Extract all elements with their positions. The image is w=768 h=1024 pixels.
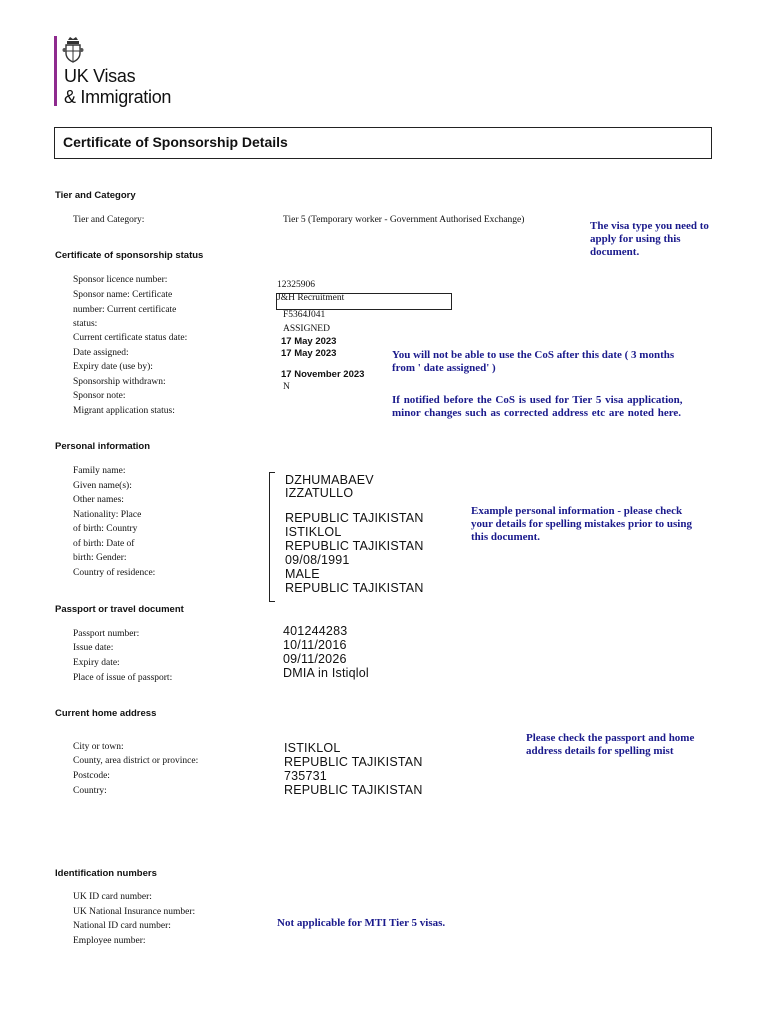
value-dob: 09/08/1991 <box>285 553 350 567</box>
label-postcode: Postcode: <box>73 771 110 781</box>
label-expiry: Expiry date (use by): <box>73 362 153 372</box>
label-ni-number: UK National Insurance number: <box>73 907 196 917</box>
value-withdrawn: N <box>283 382 290 392</box>
label-migrant-status: Migrant application status: <box>73 406 175 416</box>
label-passport-number: Passport number: <box>73 629 140 639</box>
label-country-of-birth: of birth: Date of <box>73 539 135 549</box>
value-city: ISTIKLOL <box>284 741 341 755</box>
label-cert-status: status: <box>73 319 98 329</box>
value-issue-date: 10/11/2016 <box>283 638 347 652</box>
value-sponsor-name: J&H Recruitment <box>277 293 345 303</box>
value-cert-status: ASSIGNED <box>283 324 330 334</box>
label-given-names: Given name(s): <box>73 481 132 491</box>
value-county: REPUBLIC TAJIKISTAN <box>284 755 423 769</box>
label-sponsor-note: Sponsor note: <box>73 391 126 401</box>
label-country-residence: Country of residence: <box>73 568 156 578</box>
section-address: Current home address <box>55 708 157 719</box>
label-issue-date: Issue date: <box>73 643 114 653</box>
value-passport-expiry: 09/11/2026 <box>283 652 347 666</box>
value-given-names: IZZATULLO <box>285 486 354 500</box>
value-country-of-birth: REPUBLIC TAJIKISTAN <box>285 539 424 553</box>
label-city: City or town: <box>73 742 124 752</box>
label-family-name: Family name: <box>73 466 126 476</box>
personal-bracket <box>269 472 275 602</box>
label-cert-number: number: Current certificate <box>73 305 177 315</box>
value-country: REPUBLIC TAJIKISTAN <box>284 783 423 797</box>
note-visa-type: The visa type you need to apply for using this document. <box>590 220 709 258</box>
label-place-of-birth: of birth: Country <box>73 524 138 534</box>
label-employee-number: Employee number: <box>73 936 146 946</box>
label-sponsor-name: Sponsor name: Certificate <box>73 290 173 300</box>
label-country: Country: <box>73 786 107 796</box>
value-postcode: 735731 <box>284 769 327 783</box>
label-uk-id: UK ID card number: <box>73 892 152 902</box>
value-country-residence: REPUBLIC TAJIKISTAN <box>285 581 424 595</box>
label-tier: Tier and Category: <box>73 215 145 225</box>
value-passport-number: 401244283 <box>283 624 348 638</box>
value-status-date: 17 May 2023 <box>281 336 337 347</box>
section-personal: Personal information <box>55 441 151 452</box>
note-address: Please check the passport and home address details for spelling mist <box>526 732 695 757</box>
brand-bar <box>54 36 57 106</box>
value-cert-number: F5364J041 <box>283 310 326 320</box>
note-identification: Not applicable for MTI Tier 5 visas. <box>277 917 446 929</box>
title-box <box>54 127 712 159</box>
label-status-date: Current certificate status date: <box>73 333 188 343</box>
label-place-issue: Place of issue of passport: <box>73 673 173 683</box>
value-place-of-birth: ISTIKLOL <box>285 525 342 539</box>
value-place-issue: DMIA in Istiqlol <box>283 666 369 680</box>
note-expiry: You will not be able to use the CoS after this date ( 3 months from ' date assigned' ) <box>392 349 675 374</box>
logo-line-1: UK Visas <box>64 66 136 86</box>
note-personal: Example personal information - please check your details for spelling mistakes prior to using this document. <box>471 505 692 543</box>
logo-line-2: & Immigration <box>64 87 172 107</box>
section-passport: Passport or travel document <box>55 604 184 615</box>
value-family-name: DZHUMABAEV <box>285 473 374 487</box>
label-nationality: Nationality: Place <box>73 510 142 520</box>
label-passport-expiry: Expiry date: <box>73 658 120 668</box>
section-identification: Identification numbers <box>55 868 157 879</box>
value-tier: Tier 5 (Temporary worker - Government Authorised Exchange) <box>283 215 525 225</box>
label-withdrawn: Sponsorship withdrawn: <box>73 377 166 387</box>
value-licence: 12325906 <box>277 280 315 290</box>
label-dob-gender: birth: Gender: <box>73 553 127 563</box>
note-changes: If notified before the CoS is used for Tier 5 visa application, minor changes such as corrected address etc are noted here. <box>392 394 683 419</box>
section-tier: Tier and Category <box>55 190 136 201</box>
label-national-id: National ID card number: <box>73 921 171 931</box>
value-nationality: REPUBLIC TAJIKISTAN <box>285 511 424 525</box>
royal-crest-icon <box>62 36 84 64</box>
label-date-assigned: Date assigned: <box>73 348 129 358</box>
value-gender: MALE <box>285 567 320 581</box>
label-county: County, area district or province: <box>73 756 199 766</box>
label-other-names: Other names: <box>73 495 124 505</box>
value-date-assigned: 17 May 2023 <box>281 348 337 359</box>
page-title: Certificate of Sponsorship Details <box>63 134 288 150</box>
section-status: Certificate of sponsorship status <box>55 250 204 261</box>
value-expiry: 17 November 2023 <box>281 369 365 380</box>
label-licence: Sponsor licence number: <box>73 275 168 285</box>
